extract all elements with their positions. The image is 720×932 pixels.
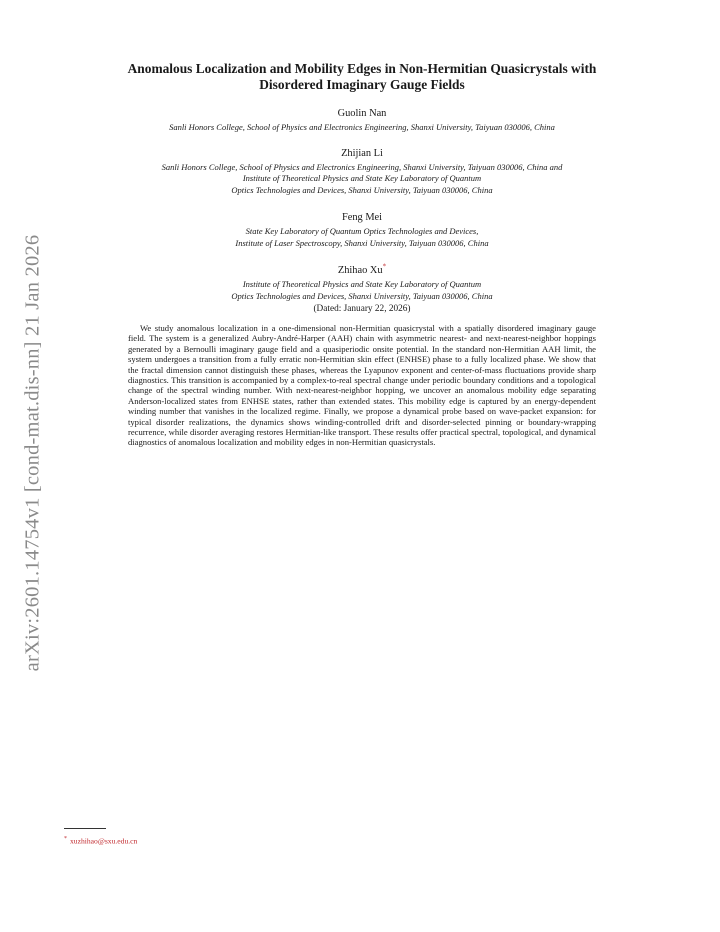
author-affiliation: Optics Technologies and Devices, Shanxi University, Taiyuan 030006, China xyxy=(231,185,493,195)
author-affiliation: State Key Laboratory of Quantum Optics Technologies and Devices, xyxy=(245,226,479,236)
author-affiliation: Sanli Honors College, School of Physics and Electronics Engineering, Shanxi University, Taiyuan 030006, China xyxy=(169,122,555,132)
email-link[interactable]: xuzhihao@sxu.edu.cn xyxy=(70,836,138,846)
title-line-2: Disordered Imaginary Gauge Fields xyxy=(259,77,465,92)
title-line-1: Anomalous Localization and Mobility Edges in Non-Hermitian Quasicrystals with xyxy=(127,61,597,76)
footnote xyxy=(64,836,137,846)
author-name: Zhijian Li xyxy=(341,148,383,159)
author-affiliation: Institute of Theoretical Physics and State Key Laboratory of Quantum xyxy=(242,173,482,183)
author-name: Guolin Nan xyxy=(337,108,387,119)
arxiv-identifier: arXiv:2601.14754v1 [cond-mat.dis-nn] 21 Jan 2026 xyxy=(21,234,44,672)
paper-title xyxy=(60,61,664,93)
footnote-marker-link[interactable]: * xyxy=(382,262,387,271)
author-name: Feng Mei xyxy=(341,212,383,223)
footnote-marker: * xyxy=(64,836,67,842)
abstract-text: We study anomalous localization in a one-dimensional non-Hermitian quasicrystal with a spatially disordered imaginary gauge field. The system is a generalized Aubry-André-Harper (AAH) chain with asymmetric nearest- and next-nearest-neighbor hoppings generated by a Bernoulli imaginary gauge field and a quasiperiodic onsite potential. In the standard non-Hermitian AAH limit, the system undergoes a transition from a fully erratic non-Hermitian skin effect (ENHSE) phase to a fully localized phase. We show that the fractal dimension cannot distinguish these phases, whereas the Lyapunov exponent and center-of-mass fluctuations provide sharp diagnostics. This transition is accompanied by a complex-to-real spectral change under periodic boundary conditions and a topological change of the spectral winding number. With next-nearest-neighbor hopping, we uncover an anomalous mobility edge separating Anderson-localized states from ENHSE states, rather than extended states. This mobility edge is captured by an energy-dependent winding number that vanishes in the localized regime. Finally, we propose a dynamical probe based on wave-packet expansion: for typical disorder realizations, the dynamics shows winding-controlled drift and disorder-selected pinning or boundary-wrapping recurrence, while disorder averaging restores Hermitian-like transport. These results offer practical spectral, topological, and dynamical diagnostics of anomalous localization and mobility edges in non-Hermitian quasicrystals. xyxy=(128,323,596,448)
arxiv-sidebar xyxy=(18,213,48,693)
abstract xyxy=(128,323,596,448)
author-affiliation: Sanli Honors College, School of Physics and Electronics Engineering, Shanxi University, Taiyuan 030006, China and xyxy=(161,162,563,172)
author-affiliation: Institute of Theoretical Physics and State Key Laboratory of Quantum xyxy=(242,279,482,289)
author-affiliation: Institute of Laser Spectroscopy, Shanxi University, Taiyuan 030006, China xyxy=(235,238,489,248)
date-line: (Dated: January 22, 2026) xyxy=(313,304,411,314)
author-name-with-marker xyxy=(60,262,664,277)
author-affiliation: Optics Technologies and Devices, Shanxi University, Taiyuan 030006, China xyxy=(231,291,493,301)
footnote-divider xyxy=(64,828,106,829)
author-name: Zhihao Xu xyxy=(337,265,383,276)
